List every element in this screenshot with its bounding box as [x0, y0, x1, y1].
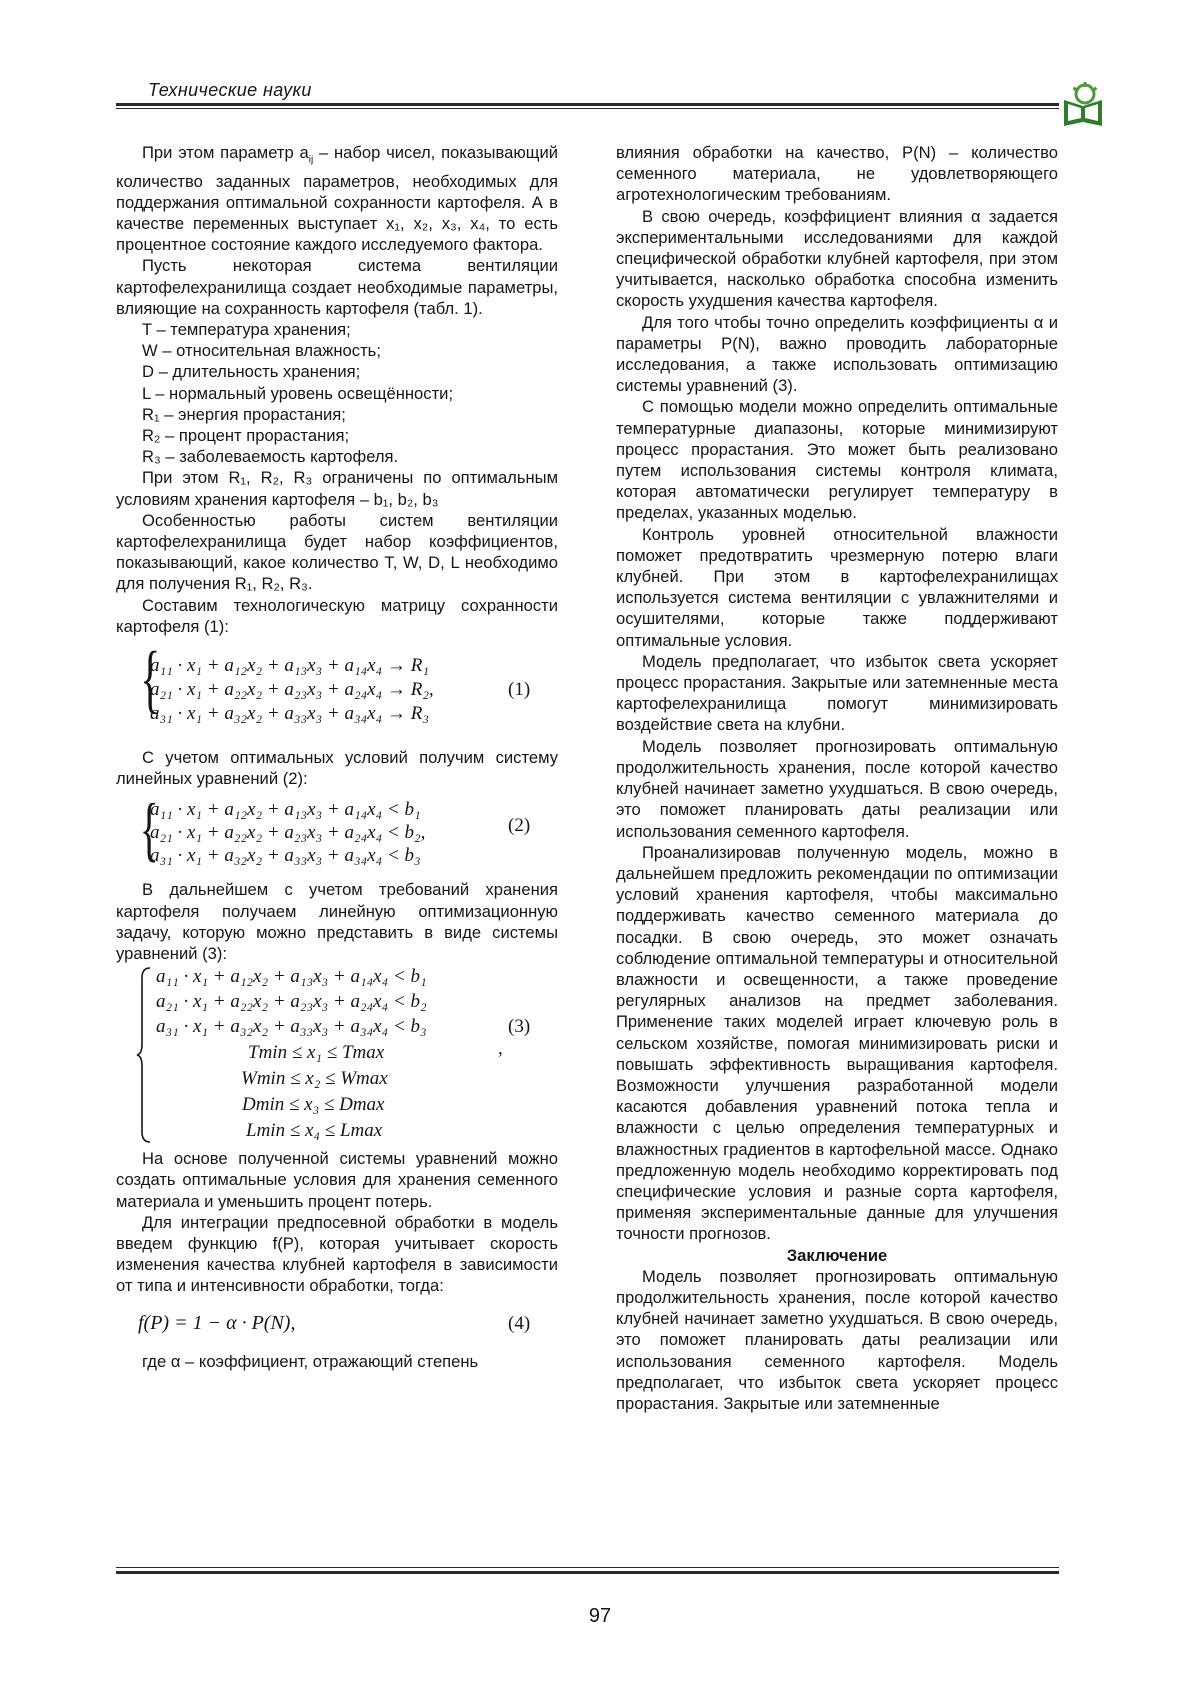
paragraph: На основе полученной системы уравнений можно создать оптимальные условия для хранения семенного материала и уменьшить процент потерь.	[116, 1149, 558, 1211]
paragraph: При этом R₁, R₂, R₃ ограничены по оптимальным условиям хранения картофеля – b₁, b₂, b₃	[116, 468, 558, 509]
paragraph: Для интеграции предпосевной обработки в модель введем функцию f(P), которая учитывает скорость изменения качества клубней картофеля в зависимости от типа и интенсивности обработки, тогда:	[116, 1212, 558, 1296]
equation-line: a₁₁ · x₁ + a₁₂x₂ + a₁₃x₃ + a₁₄x₄ → R₁	[150, 654, 429, 676]
equation-line: Tmin ≤ x₁ ≤ Tmax	[248, 1042, 385, 1064]
paragraph: Модель позволяет прогнозировать оптимальную продолжительность хранения, после которой качество клубней начинает заметно ухудшаться. В свою очередь, это поможет планировать даты реализации или использования семенного картофеля. Модель предполагает, что избыток света ускоряет процесс прорастания. Закрытые или затемненные	[616, 1266, 1058, 1413]
equation-line: Wmin ≤ x₂ ≤ Wmax	[241, 1068, 388, 1090]
paragraph	[116, 142, 558, 255]
equation-4	[116, 1297, 558, 1351]
page-number: 97	[588, 1605, 612, 1627]
paragraph: Контроль уровней относительной влажности поможет предотвратить чрезмерную потерю влаги клубней. При этом в картофелехранилищах используется система вентиляции с увлажнителями и осушителями, которые также поддерживают оптимальные условия.	[616, 524, 1058, 650]
paragraph: влияния обработки на качество, P(N) – количество семенного материала, не удовлетворяющего агротехнологическим требованиям.	[616, 143, 1058, 205]
equation-line: a₁₁ · x₁ + a₁₂x₂ + a₁₃x₃ + a₁₄x₄ < b₁	[150, 799, 421, 821]
equation-comma: ,	[498, 1038, 503, 1060]
equation-number: (3)	[508, 1016, 531, 1038]
equation-line: a₃₁ · x₁ + a₃₂x₂ + a₃₃x₃ + a₃₄x₄ < b₃	[150, 845, 421, 867]
equation-line: a₂₁ · x₁ + a₂₂x₂ + a₂₃x₃ + a₂₄x₄ < b₂	[156, 991, 427, 1013]
equation-brace: {	[140, 636, 161, 721]
list-item: R₂ – процент прорастания;	[142, 425, 350, 445]
equation-1	[116, 637, 558, 747]
paragraph: В дальнейшем с учетом требований хранения картофеля получаем линейную оптимизационную задачу, которую можно представить в виде системы уравнений (3):	[116, 880, 558, 963]
text: При этом параметр a	[142, 143, 309, 162]
paragraph: Пусть некоторая система вентиляции картофелехранилища создает необходимые параметры, влияющие на сохранность картофеля (табл. 1).	[116, 256, 558, 318]
footer-rule-thin	[116, 1567, 1059, 1568]
running-header-title: Технические науки	[148, 80, 312, 100]
list-item: L – нормальный уровень освещённости;	[142, 383, 454, 403]
paragraph: Модель позволяет прогнозировать оптимальную продолжительность хранения, после которой качество клубней начинает заметно ухудшаться. В свою очередь, это поможет планировать даты реализации или использования семенного картофеля.	[616, 736, 1058, 841]
equation-line: a₃₁ · x₁ + a₃₂x₂ + a₃₃x₃ + a₃₄x₄ < b₃	[156, 1016, 427, 1038]
list-item: R₁ – энергия прорастания;	[142, 404, 346, 424]
paragraph: Особенностью работы систем вентиляции картофелехранилища будет набор коэффициентов, показывающий, какое количество T, W, D, L необходимо для получения R₁, R₂, R₃.	[116, 510, 558, 594]
header-rule-thin	[116, 108, 1059, 109]
list-item: D – длительность хранения;	[142, 362, 361, 382]
equation-line: f(P) = 1 − α · P(N),	[138, 1311, 296, 1334]
paragraph: где α – коэффициент, отражающий степень	[142, 1351, 479, 1371]
journal-logo-icon	[1060, 82, 1106, 128]
paragraph: Составим технологическую матрицу сохранности картофеля (1):	[116, 595, 558, 636]
equation-number: (2)	[508, 815, 531, 837]
equation-3	[116, 964, 558, 1148]
equation-line: Dmin ≤ x₃ ≤ Dmax	[242, 1094, 385, 1116]
text: – набор чисел, показывающий количество заданных параметров, необходимых для поддержания оптимальной сохранности картофеля. А в качестве переменных выступает x₁, x₂, x₃, x₄, то есть процентное состояние каждого исследуемого фактора.	[116, 143, 558, 255]
subscript: ij	[308, 154, 314, 166]
equation-brace: {	[139, 789, 159, 870]
right-column	[616, 142, 1058, 1414]
header-rule-thick	[116, 103, 1059, 106]
section-heading: Заключение	[786, 1245, 888, 1265]
equation-line: a₂₁ · x₁ + a₂₂x₂ + a₂₃x₃ + a₂₄x₄ < b₂,	[150, 822, 426, 844]
equation-number: (4)	[508, 1312, 531, 1334]
paragraph: С помощью модели можно определить оптимальные температурные диапазоны, которые минимизируют процесс прорастания. Это может быть реализовано путем использования системы контроля климата, которая автоматически регулирует температуру в пределах, указанных моделью.	[616, 397, 1058, 523]
equation-2	[116, 789, 558, 879]
list-item: W – относительная влажность;	[142, 341, 381, 361]
left-column	[116, 142, 558, 1372]
equation-line: a₁₁ · x₁ + a₁₂x₂ + a₁₃x₃ + a₁₄x₄ < b₁	[156, 966, 427, 988]
equation-number: (1)	[508, 678, 531, 700]
equation-line: a₂₁ · x₁ + a₂₂x₂ + a₂₃x₃ + a₂₄x₄ → R₂,	[150, 678, 434, 700]
list-item: T – температура хранения;	[142, 319, 351, 339]
paragraph: Для того чтобы точно определить коэффициенты α и параметры P(N), важно проводить лабораторные исследования, а также использовать оптимизацию системы уравнений (3).	[616, 312, 1058, 396]
list-item: R₃ – заболеваемость картофеля.	[142, 447, 399, 467]
paragraph: С учетом оптимальных условий получим систему линейных уравнений (2):	[116, 747, 558, 789]
equation-line: Lmin ≤ x₄ ≤ Lmax	[246, 1120, 383, 1142]
paragraph: В свою очередь, коэффициент влияния α задается экспериментальными исследованиями для каждой специфической обработки клубней картофеля, при этом учитывается, насколько обработка способна изменить скорость ухудшения качества картофеля.	[616, 206, 1058, 311]
footer-rule-thick	[116, 1571, 1059, 1574]
paragraph: Проанализировав полученную модель, можно в дальнейшем предложить рекомендации по оптимизации условий хранения картофеля, чтобы максимально поддерживать качество семенного материала до посадки. В свою очередь, это может означать соблюдение оптимальной температуры и относительной влажности и освещенности, а также проведение регулярных анализов на предмет заболевания. Применение таких моделей играет ключевую роль в сельском хозяйстве, помогая минимизировать риски и повышать эффективность выращивания картофеля. Возможности улучшения разработанной модели касаются добавления уравнений потока тепла и влажности с целью определения температурных и влажностных градиентов в картофельной массе. Однако предложенную модель необходимо корректировать под специфические условия и разные сорта картофеля, применяя экспериментальные данные для улучшения точности прогнозов.	[616, 842, 1058, 1244]
paragraph: Модель предполагает, что избыток света ускоряет процесс прорастания. Закрытые или затемненные места картофелехранилища помогут минимизировать воздействие света на клубни.	[616, 651, 1058, 735]
equation-line: a₃₁ · x₁ + a₃₂x₂ + a₃₃x₃ + a₃₄x₄ → R₃	[150, 702, 429, 724]
equation-brace	[136, 966, 152, 1144]
